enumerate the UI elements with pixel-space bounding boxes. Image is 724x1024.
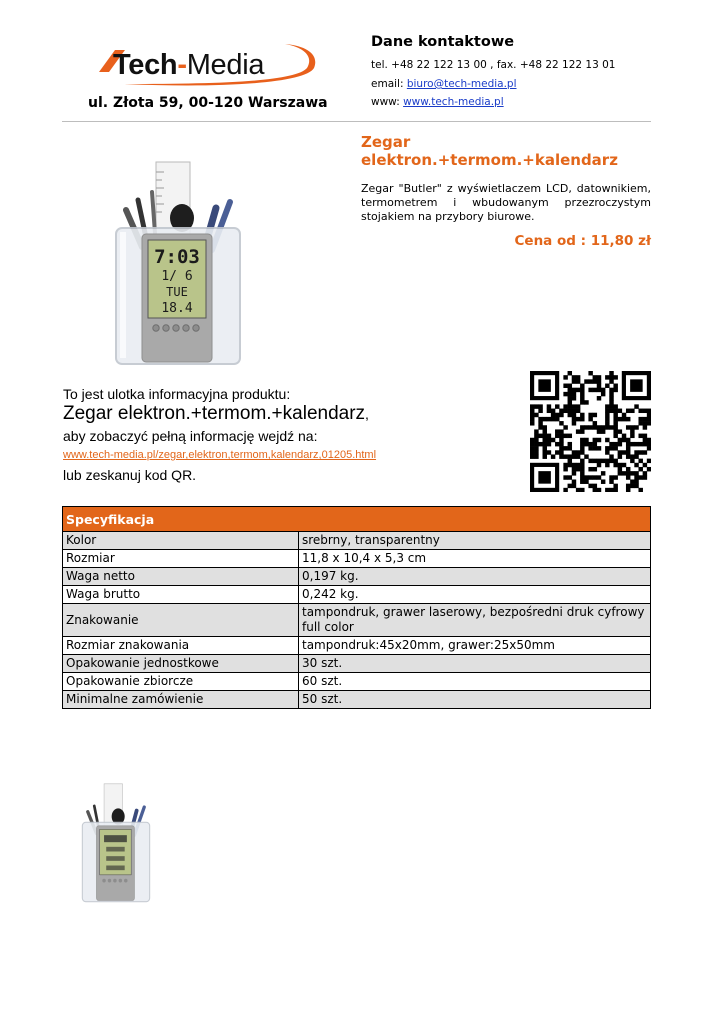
spec-key: Waga brutto <box>63 586 299 604</box>
spec-key: Kolor <box>63 532 299 550</box>
spec-value: srebrny, transparentny <box>299 532 651 550</box>
header-divider <box>62 121 651 122</box>
spec-key: Waga netto <box>63 568 299 586</box>
www-label: www: <box>371 96 404 108</box>
spec-value: tampondruk, grawer laserowy, bezpośredni druk cyfrowy full color <box>299 604 651 637</box>
product-description: Zegar "Butler" z wyświetlaczem LCD, datownikiem, termometrem i wbudowanym przezroczystym stojakiem na przybory biurowe. <box>361 182 651 223</box>
spec-value: 60 szt. <box>299 673 651 691</box>
leaflet-scan-hint: lub zeskanuj kod QR. <box>63 467 197 483</box>
qr-code-icon <box>530 371 651 492</box>
contact-title: Dane kontaktowe <box>371 34 515 50</box>
spec-key: Opakowanie zbiorcze <box>63 673 299 691</box>
spec-row <box>63 691 651 709</box>
product-thumbnail <box>78 778 154 904</box>
spec-row <box>63 655 651 673</box>
contact-phones: tel. +48 22 122 13 00 , fax. +48 22 122 13 01 <box>371 59 616 71</box>
lcd-time: 7:03 <box>154 246 200 268</box>
logo-wordmark: Tech-Media <box>113 49 265 81</box>
lcd-date: 1/ 6 <box>161 269 193 284</box>
spec-row <box>63 550 651 568</box>
leaflet-name-suffix: , <box>365 406 369 422</box>
spec-row <box>63 673 651 691</box>
spec-value: 0,242 kg. <box>299 586 651 604</box>
leaflet-product-name <box>63 403 369 425</box>
leaflet-instruction: aby zobaczyć pełną informację wejdź na: <box>63 428 318 444</box>
company-address: ul. Złota 59, 00-120 Warszawa <box>88 95 328 111</box>
lcd-temp: 18.4 <box>161 301 193 316</box>
lcd-day: TUE <box>166 285 188 299</box>
spec-value: tampondruk:45x20mm, grawer:25x50mm <box>299 637 651 655</box>
spec-header: Specyfikacja <box>63 507 651 532</box>
product-url-link[interactable]: www.tech-media.pl/zegar,elektron,termom,kalendarz,01205.html <box>63 449 377 461</box>
qr-code[interactable] <box>530 371 651 492</box>
email-link[interactable]: biuro@tech-media.pl <box>406 78 517 90</box>
spec-row <box>63 568 651 586</box>
leaflet-url <box>63 449 376 461</box>
spec-table <box>62 506 651 709</box>
tech-media-logo <box>95 42 320 88</box>
spec-row <box>63 586 651 604</box>
spec-key: Znakowanie <box>63 604 299 637</box>
spec-key: Rozmiar <box>63 550 299 568</box>
spec-value: 11,8 x 10,4 x 5,3 cm <box>299 550 651 568</box>
spec-key: Opakowanie jednostkowe <box>63 655 299 673</box>
spec-row <box>63 604 651 637</box>
leaflet-intro: To jest ulotka informacyjna produktu: <box>63 386 291 402</box>
product-price: Cena od : 11,80 zł <box>514 233 651 249</box>
contact-www <box>371 96 504 108</box>
spec-key: Rozmiar znakowania <box>63 637 299 655</box>
website-link[interactable]: www.tech-media.pl <box>403 96 504 108</box>
product-title: Zegar elektron.+termom.+kalendarz <box>361 133 618 169</box>
leaflet-name-text: Zegar elektron.+termom.+kalendarz <box>63 403 366 424</box>
product-image <box>108 152 248 368</box>
spec-row <box>63 532 651 550</box>
spec-value: 50 szt. <box>299 691 651 709</box>
email-label: email: <box>371 78 407 90</box>
spec-value: 30 szt. <box>299 655 651 673</box>
spec-key: Minimalne zamówienie <box>63 691 299 709</box>
spec-row <box>63 637 651 655</box>
contact-email <box>371 78 517 90</box>
spec-value: 0,197 kg. <box>299 568 651 586</box>
